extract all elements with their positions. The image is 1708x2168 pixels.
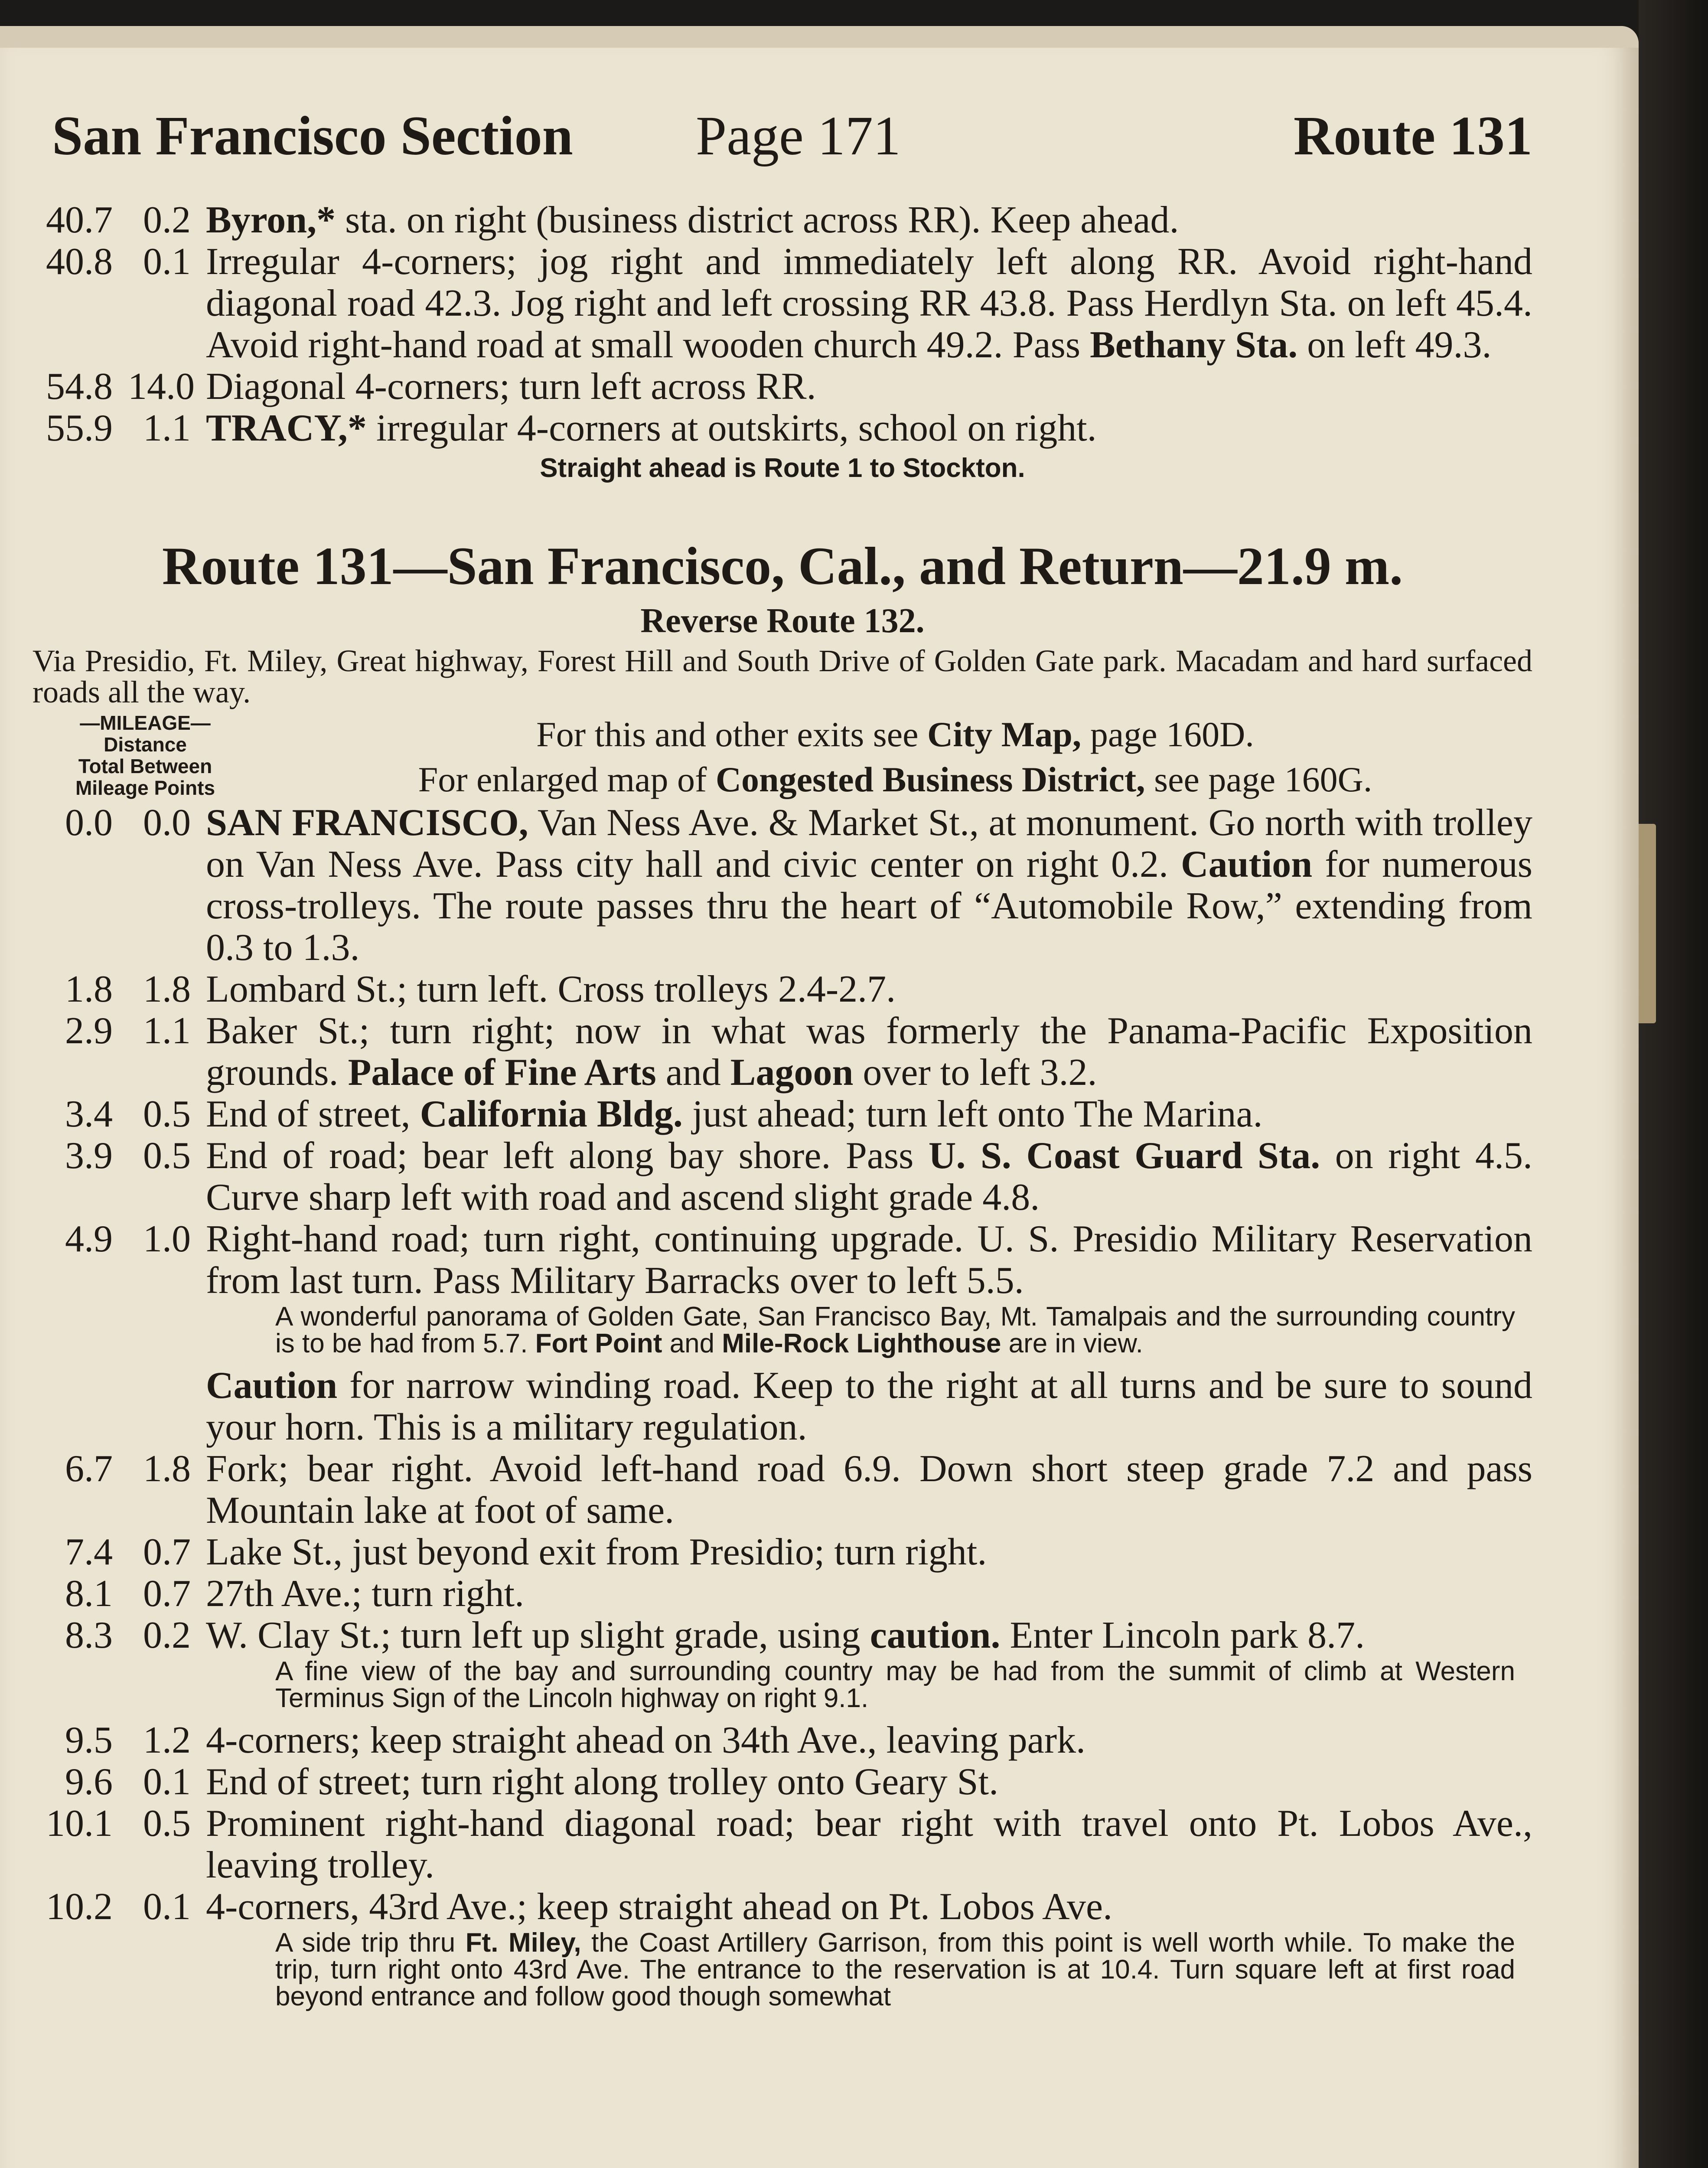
text-run: Diagonal 4-corners; turn left across RR.	[206, 366, 816, 408]
entry-description	[206, 1761, 1532, 1803]
text-run: A wonderful panorama of Golden Gate, San Francisco Bay, Mt. Tamalpais and the surrounding country is to be had from 5.7.	[275, 1302, 1515, 1358]
between-mileage: 0.5	[143, 1093, 191, 1135]
page-content	[33, 104, 1532, 2018]
total-mileage: 55.9	[46, 407, 113, 449]
between-mileage: 1.2	[143, 1719, 191, 1761]
text-run: irregular 4-corners at outskirts, school on right.	[366, 407, 1097, 449]
running-header	[33, 104, 1532, 199]
total-mileage: 3.4	[65, 1093, 113, 1135]
route-entry	[33, 1803, 1532, 1886]
route-entry	[33, 802, 1532, 969]
text-run: Lombard St.; turn left. Cross trolleys 2.4-2.7.	[206, 968, 896, 1010]
city-map-ref: City Map,	[927, 715, 1082, 754]
entry-description	[206, 1615, 1532, 1656]
route-entry	[33, 1531, 1532, 1573]
total-mileage: 9.6	[65, 1761, 113, 1803]
text-run: 27th Ave.; turn right.	[206, 1573, 525, 1615]
previous-route-entries	[33, 199, 1532, 449]
text-run: the Coast Artillery Garrison, from this point is well worth while. To make the trip, turn right onto 43rd Ave. The entrance to the reservation is at 10.4. Turn square left at first road beyond entrance and follow good though somewhat	[275, 1928, 1515, 2011]
between-mileage: 0.1	[143, 1886, 191, 1928]
route-via: Via Presidio, Ft. Miley, Great highway, Forest Hill and South Drive of Golden Gate park. Macadam and hard surfaced roads all the way.	[33, 643, 1532, 709]
bold-text: TRACY,*	[206, 407, 367, 449]
entry-description	[206, 1573, 1532, 1615]
entry-description	[206, 802, 1532, 969]
entry-description	[206, 1803, 1532, 1886]
between-mileage: 0.1	[143, 1761, 191, 1803]
route-entry	[33, 1094, 1532, 1135]
entry-note	[275, 1930, 1515, 2010]
book-spine	[1639, 0, 1708, 2168]
entry-description	[206, 1218, 1532, 1302]
text-run: Lake St., just beyond exit from Presidio; turn right.	[206, 1531, 987, 1573]
total-mileage: 10.2	[46, 1886, 113, 1928]
route-entry	[33, 1615, 1532, 1656]
entry-description	[206, 1720, 1532, 1761]
legend-distance: Distance	[104, 733, 187, 756]
legend-row	[33, 712, 1532, 802]
text-run: on right 4.5. Curve sharp left with road and ascend slight grade 4.8.	[206, 1135, 1532, 1218]
text-run: sta. on right (business district across RR). Keep ahead.	[336, 199, 1179, 241]
bold-text: caution.	[870, 1614, 1001, 1656]
text-run: and	[662, 1329, 722, 1358]
route-entry	[33, 241, 1532, 366]
total-mileage: 54.8	[46, 366, 113, 408]
exits-text: page 160D.	[1081, 715, 1254, 754]
exits-text: For this and other exits see	[536, 715, 927, 754]
route-entry	[33, 199, 1532, 241]
exits-line-1	[258, 712, 1532, 757]
entry-description	[206, 199, 1532, 241]
total-mileage: 40.7	[46, 199, 113, 241]
text-run: Prominent right-hand diagonal road; bear right with travel onto Pt. Lobos Ave., leaving trolley.	[206, 1802, 1532, 1886]
between-mileage: 1.0	[143, 1218, 191, 1260]
exits-text: For enlarged map of	[418, 760, 716, 799]
legend-mileage: —MILEAGE—	[80, 712, 211, 734]
between-mileage: 0.1	[143, 241, 191, 283]
total-mileage: 2.9	[65, 1010, 113, 1052]
total-mileage: 0.0	[65, 802, 113, 844]
between-mileage: 0.0	[143, 802, 191, 844]
legend-total-between: Total Between	[78, 755, 212, 777]
entry-note	[275, 1658, 1515, 1712]
route-number: Route 131	[1293, 105, 1532, 167]
total-mileage: 4.9	[65, 1218, 113, 1260]
bold-text: Byron,*	[206, 199, 336, 241]
district-map-ref: Congested Business District,	[715, 760, 1145, 799]
text-run: End of street; turn right along trolley onto Geary St.	[206, 1761, 999, 1803]
text-run: for numerous cross-trolleys. The route passes thru the heart of “Automobile Row,” extending from 0.3 to 1.3.	[206, 843, 1532, 969]
text-run: Van Ness Ave. & Market St., at monument. Go north with trolley on Van Ness Ave. Pass city hall and civic center on right 0.2.	[206, 802, 1532, 885]
entry-description	[206, 1365, 1532, 1448]
text-run: and	[656, 1051, 730, 1094]
reverse-route: Reverse Route 132.	[640, 602, 925, 640]
entry-description	[206, 1886, 1532, 1928]
route-entry	[33, 1218, 1532, 1302]
straight-ahead-note: Straight ahead is Route 1 to Stockton.	[540, 453, 1025, 483]
exits-note	[258, 712, 1532, 802]
mileage-legend	[33, 712, 258, 799]
bold-text: U. S. Coast Guard Sta.	[928, 1135, 1320, 1177]
between-mileage: 1.1	[143, 407, 191, 449]
text-run: Right-hand road; turn right, continuing upgrade. U. S. Presidio Military Reservation from last turn. Pass Military Barracks over to left 5.5.	[206, 1218, 1532, 1302]
between-mileage: 0.2	[143, 199, 191, 241]
between-mileage: 0.2	[143, 1614, 191, 1656]
route-entry	[33, 1720, 1532, 1761]
route-entry	[33, 408, 1532, 449]
entry-description	[206, 1094, 1532, 1135]
bold-text: Caution	[206, 1365, 338, 1407]
section-title: San Francisco Section	[52, 105, 573, 167]
text-run: 4-corners, 43rd Ave.; keep straight ahead on Pt. Lobos Ave.	[206, 1886, 1113, 1928]
entry-description	[206, 1448, 1532, 1531]
bold-text: Ft. Miley,	[465, 1928, 581, 1958]
route-title: Route 131—San Francisco, Cal., and Return—21.9 m.	[162, 536, 1403, 596]
entry-description	[206, 969, 1532, 1010]
text-run: 4-corners; keep straight ahead on 34th Ave., leaving park.	[206, 1719, 1086, 1761]
route-entry	[33, 1135, 1532, 1218]
total-mileage: 1.8	[65, 968, 113, 1010]
text-run: Enter Lincoln park 8.7.	[1000, 1614, 1365, 1656]
text-run: for narrow winding road. Keep to the right at all turns and be sure to sound your horn. This is a military regulation.	[206, 1365, 1532, 1448]
text-run: on left 49.3.	[1297, 324, 1492, 366]
entry-description	[206, 241, 1532, 366]
page-number: Page 171	[696, 105, 901, 167]
route-entries	[33, 802, 1532, 2010]
text-run: Baker St.; turn right; now in what was formerly the Panama-Pacific Exposition grounds.	[206, 1010, 1532, 1094]
between-mileage: 1.8	[143, 968, 191, 1010]
book-page	[0, 26, 1639, 2168]
bold-text: Lagoon	[730, 1051, 854, 1094]
total-mileage: 7.4	[65, 1531, 113, 1573]
route-entry	[33, 1573, 1532, 1615]
route-entry	[33, 1010, 1532, 1094]
text-run: Irregular 4-corners; jog right and immediately left along RR. Avoid right-hand diagonal road 42.3. Jog right and left crossing RR 43.8. Pass Herdlyn Sta. on left 45.4. Avoid right-hand road at small wooden church 49.2. Pass	[206, 241, 1532, 366]
exits-line-2	[258, 757, 1532, 802]
total-mileage: 8.3	[65, 1614, 113, 1656]
bold-text: California Bldg.	[420, 1093, 683, 1135]
total-mileage: 6.7	[65, 1448, 113, 1490]
total-mileage: 3.9	[65, 1135, 113, 1177]
route-entry	[33, 969, 1532, 1010]
route-entry	[33, 1448, 1532, 1531]
between-mileage: 0.7	[143, 1573, 191, 1615]
bold-text: Caution	[1181, 843, 1313, 885]
text-run: are in view.	[1001, 1329, 1143, 1358]
route-entry	[33, 1761, 1532, 1803]
text-run: A side trip thru	[275, 1928, 466, 1958]
text-run: End of road; bear left along bay shore. Pass	[206, 1135, 929, 1177]
between-mileage: 0.5	[143, 1135, 191, 1177]
between-mileage: 0.7	[143, 1531, 191, 1573]
bold-text: SAN FRANCISCO,	[206, 802, 528, 844]
between-mileage: 14.0	[128, 366, 195, 408]
total-mileage: 10.1	[46, 1802, 113, 1845]
bold-text: Palace of Fine Arts	[348, 1051, 656, 1094]
text-run: over to left 3.2.	[853, 1051, 1097, 1094]
total-mileage: 9.5	[65, 1719, 113, 1761]
text-run: A fine view of the bay and surrounding country may be had from the summit of climb at Western Terminus Sign of the Lincoln highway on right 9.1.	[275, 1656, 1515, 1713]
exits-text: see page 160G.	[1145, 760, 1372, 799]
text-run: Fork; bear right. Avoid left-hand road 6.9. Down short steep grade 7.2 and pass Mountain lake at foot of same.	[206, 1448, 1532, 1531]
total-mileage: 40.8	[46, 241, 113, 283]
entry-description	[206, 1135, 1532, 1218]
text-run: End of street,	[206, 1093, 420, 1135]
route-entry	[33, 1886, 1532, 1928]
text-run: just ahead; turn left onto The Marina.	[682, 1093, 1263, 1135]
legend-mileage-points: Mileage Points	[75, 777, 215, 799]
between-mileage: 1.8	[143, 1448, 191, 1490]
route-entry	[33, 366, 1532, 408]
entry-description	[206, 1010, 1532, 1094]
entry-description	[206, 1531, 1532, 1573]
text-run: W. Clay St.; turn left up slight grade, using	[206, 1614, 870, 1656]
bold-text: Bethany Sta.	[1090, 324, 1298, 366]
bold-text: Mile-Rock Lighthouse	[722, 1329, 1001, 1358]
entry-note	[275, 1303, 1515, 1357]
total-mileage: 8.1	[65, 1573, 113, 1615]
bold-text: Fort Point	[535, 1329, 662, 1358]
entry-continuation	[33, 1365, 1532, 1448]
entry-description	[206, 366, 1532, 408]
between-mileage: 1.1	[143, 1010, 191, 1052]
between-mileage: 0.5	[143, 1802, 191, 1845]
entry-description	[206, 408, 1532, 449]
